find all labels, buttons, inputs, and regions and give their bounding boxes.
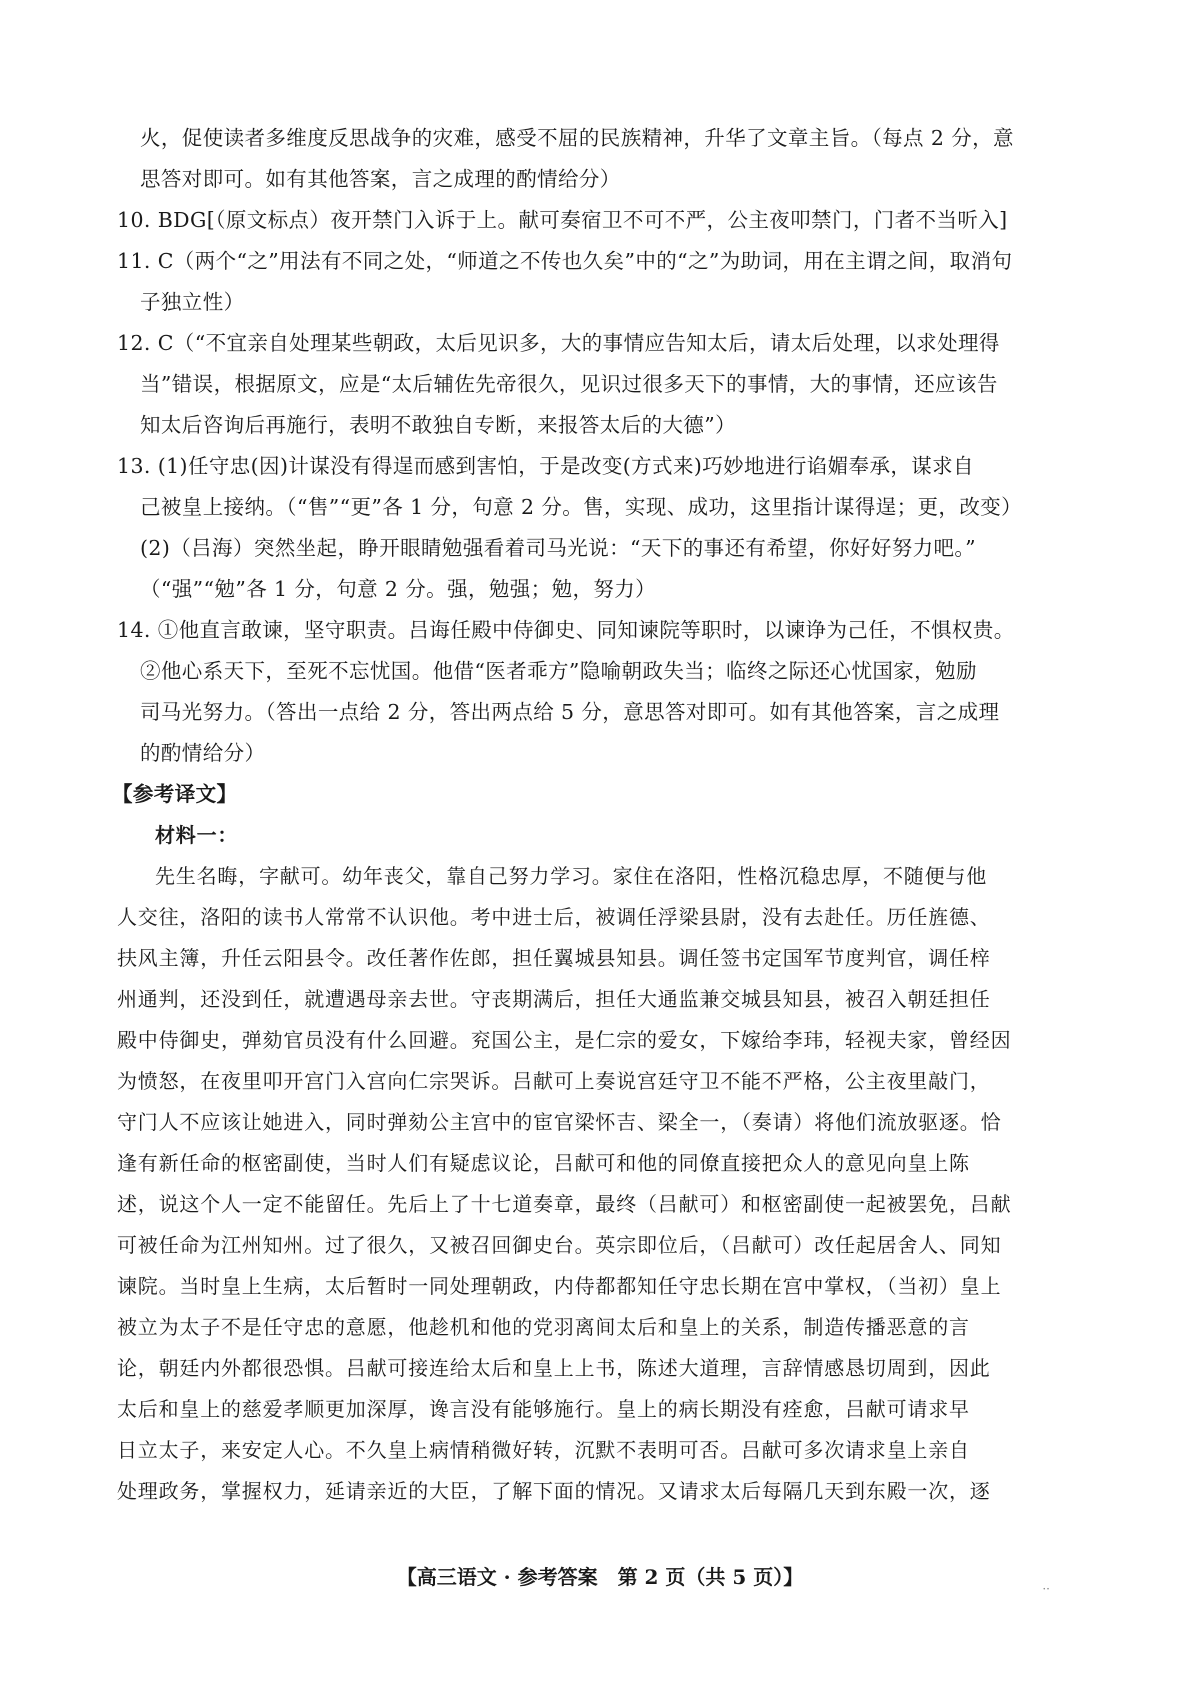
text-line: 为愤怒，在夜里叩开宫门入宫向仁宗哭诉。吕献可上奏说宫廷守卫不能不严格，公主夜里敲门，: [117, 1069, 991, 1093]
text-line: 14. ①他直言敢谏，坚守职责。吕诲任殿中侍御史、同知谏院等职时，以谏诤为己任，不惧权贵。: [117, 618, 1015, 642]
text-line: 扶风主簿，升任云阳县令。改任著作佐郎，担任翼城县知县。调任签书定国军节度判官，调任梓: [117, 946, 991, 970]
text-line: 火，促使读者多维度反思战争的灾难，感受不屈的民族精神，升华了文章主旨。（每点 2 分，意: [140, 126, 1014, 150]
text-line: 日立太子，来安定人心。不久皇上病情稍微好转，沉默不表明可否。吕献可多次请求皇上亲自: [117, 1438, 970, 1462]
text-line: 己被皇上接纳。（“售”“更”各 1 分，句意 2 分。售，实现、成功，这里指计谋得逞；更，改变）: [140, 495, 1023, 519]
text-line: 述，说这个人一定不能留任。先后上了十七道奏章，最终（吕献可）和枢密副使一起被罢免，吕献: [117, 1192, 1012, 1216]
text-line: ②他心系天下，至死不忘忧国。他借“医者乖方”隐喻朝政失当；临终之际还心忧国家，勉励: [140, 659, 977, 683]
text-line: 处理政务，掌握权力，延请亲近的大臣，了解下面的情况。又请求太后每隔几天到东殿一次，逐: [117, 1479, 991, 1503]
text-line: 当”错误，根据原文，应是“太后辅佐先帝很久，见识过很多天下的事情，大的事情，还应该告: [140, 372, 998, 396]
page-footer: 【高三语文 · 参考答案 第 2 页（共 5 页）】: [396, 1565, 804, 1589]
text-line: 论，朝廷内外都很恐惧。吕献可接连给太后和皇上上书，陈述大道理，言辞情感恳切周到，因此: [117, 1356, 991, 1380]
text-line: 【参考译文】: [112, 782, 238, 806]
text-line: 先生名晦，字献可。幼年丧父，靠自己努力学习。家住在洛阳，性格沉稳忠厚，不随便与他: [155, 864, 987, 888]
text-line: 13. (1)任守忠(因)计谋没有得逞而感到害怕，于是改变(方式来)巧妙地进行谄媚奉承，谋求自: [117, 454, 974, 478]
text-line: 知太后咨询后再施行，表明不敢独自专断，来报答太后的大德”）: [140, 413, 737, 437]
text-line: 太后和皇上的慈爱孝顺更加深厚，谗言没有能够施行。皇上的病长期没有痊愈，吕献可请求早: [117, 1397, 970, 1421]
text-line: 被立为太子不是任守忠的意愿，他趁机和他的党羽离间太后和皇上的关系，制造传播恶意的言: [117, 1315, 970, 1339]
text-line: 谏院。当时皇上生病，太后暂时一同处理朝政，内侍都都知任守忠长期在宫中掌权，（当初）皇上: [117, 1274, 1002, 1298]
text-line: （“强”“勉”各 1 分，句意 2 分。强，勉强；勉，努力）: [140, 577, 657, 601]
text-line: 12. C（“不宜亲自处理某些朝政，太后见识多，大的事情应告知太后，请太后处理，以求处理得: [117, 331, 1000, 355]
text-line: 可被任命为江州知州。过了很久，又被召回御史台。英宗即位后，（吕献可）改任起居舍人、同知: [117, 1233, 1002, 1257]
text-line: 的酌情给分）: [140, 741, 266, 765]
answer-text-body: [0, 118, 1200, 1512]
text-line: 司马光努力。（答出一点给 2 分，答出两点给 5 分，意思答对即可。如有其他答案，言之成理: [140, 700, 1000, 724]
text-line: (2)（吕海）突然坐起，睁开眼睛勉强看着司马光说：“天下的事还有希望，你好好努力吧。”: [140, 536, 976, 560]
text-line: 人交往，洛阳的读书人常常不认识他。考中进士后，被调任浮梁县尉，没有去赴任。历任旌德、: [117, 905, 991, 929]
text-line: 子独立性）: [140, 290, 245, 314]
text-line: 10. BDG[（原文标点）夜开禁门入诉于上。献可奏宿卫不可不严，公主夜叩禁门，门者不当听入]: [117, 208, 1008, 232]
text-line: 州通判，还没到任，就遭遇母亲去世。守丧期满后，担任大通监兼交城县知县，被召入朝廷担任: [117, 987, 991, 1011]
text-line: 11. C（两个“之”用法有不同之处，“师道之不传也久矣”中的“之”为助词，用在主谓之间，取消句: [117, 249, 1013, 273]
text-line: 材料一：: [155, 823, 239, 847]
text-line: 逢有新任命的枢密副使，当时人们有疑虑议论，吕献可和他的同僚直接把众人的意见向皇上陈: [117, 1151, 970, 1175]
text-line: 殿中侍御史，弹劾官员没有什么回避。兖国公主，是仁宗的爱女，下嫁给李玮，轻视夫家，曾经因: [117, 1028, 1012, 1052]
text-line: 思答对即可。如有其他答案，言之成理的酌情给分）: [140, 167, 621, 191]
text-line: 守门人不应该让她进入，同时弹劾公主宫中的宦官梁怀吉、梁全一，（奏请）将他们流放驱逐。恰: [117, 1110, 1002, 1134]
scan-mark: ··: [1042, 1582, 1050, 1596]
